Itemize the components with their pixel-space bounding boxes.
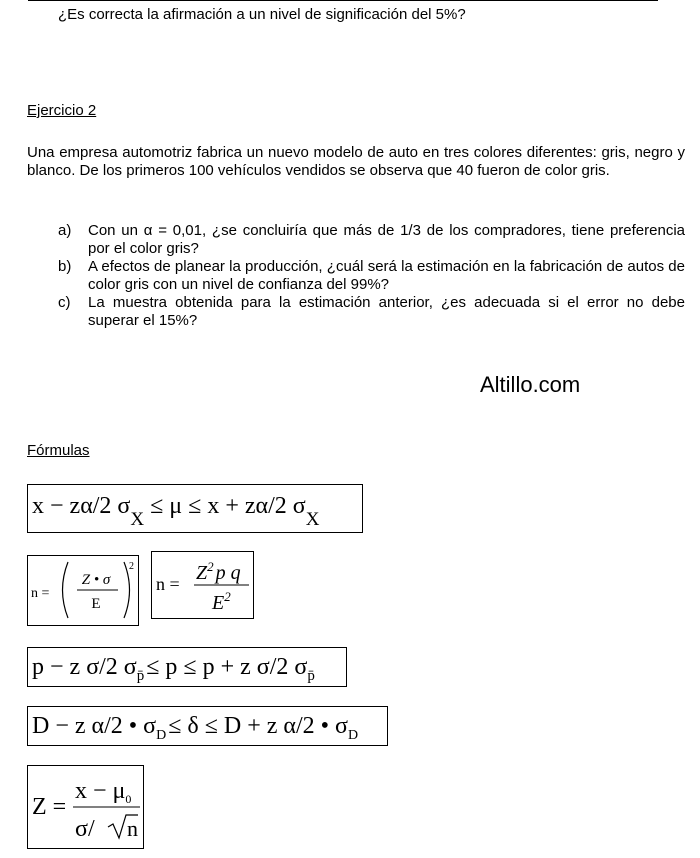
formula-exponent: 2 [207, 559, 214, 574]
formula-subscript: p̄ [136, 668, 145, 684]
list-item [58, 258, 685, 294]
formula-e: E [212, 592, 225, 614]
svg-text:D − z α/2 • σD≤ δ ≤ D + z α/2 [32, 713, 358, 743]
item-label: a) [58, 222, 72, 239]
formula-pq: p q [215, 562, 241, 584]
formula-lhs: Z = [32, 794, 67, 820]
formula-subscript: D [156, 728, 167, 743]
item-label: b) [58, 258, 72, 275]
svg-text:x − μ0 [75, 778, 131, 806]
formula-part: D − z α/2 • σ [32, 713, 157, 739]
svg-text:p − z σ/2 σp̄≤ p ≤ p + z σ/2 σ [32, 654, 315, 684]
formula-radicand: n [127, 816, 138, 841]
formula-proportion-interval [27, 647, 347, 687]
previous-question-text: ¿Es correcta la afirmación a un nivel de significación del 5%? [58, 6, 466, 23]
formula-z-statistic-svg [28, 766, 143, 848]
formula-difference-interval [27, 706, 388, 746]
formula-exponent: 2 [129, 561, 134, 572]
svg-text:Z2p q [196, 559, 241, 584]
formula-subscript: p̄ [307, 668, 315, 684]
exercise-title: Ejercicio 2 [27, 102, 97, 119]
formula-part: x − zα/2 σ [32, 493, 131, 519]
item-text: A efectos de planear la producción, ¿cuál será la estimación en la fabricación de autos de color gris con un nivel de confianza del 99%? [88, 258, 685, 293]
formula-z-statistic [27, 765, 144, 849]
formula-subscript: 0 [125, 792, 132, 806]
svg-text:x − zα/2 σX≤ μ ≤ x + zα/2 σX [32, 493, 320, 530]
formula-numerator: Z • σ [81, 572, 111, 588]
list-item [58, 294, 685, 330]
formula-sample-size-proportion-svg [152, 552, 253, 618]
formula-mean-interval-svg [28, 485, 362, 532]
formulas-title: Fórmulas [27, 442, 90, 459]
formula-denominator: E [91, 596, 101, 612]
formula-proportion-interval-svg [28, 648, 346, 686]
formula-sample-size-sigma [27, 555, 139, 626]
list-item [58, 222, 685, 258]
item-text: La muestra obtenida para la estimación anterior, ¿es adecuada si el error no debe superar el 15%? [88, 294, 685, 329]
formula-subscript: X [305, 509, 320, 530]
formula-denominator: σ/ [75, 816, 95, 842]
item-text: Con un α = 0,01, ¿se concluiría que más de 1/3 de los compradores, tiene preferencia por el color gris? [88, 222, 685, 257]
formula-z: Z [196, 562, 208, 584]
formula-mean-interval [27, 484, 363, 533]
formula-part: ≤ δ ≤ D + z α/2 • σ [168, 713, 348, 739]
exercise-items [58, 222, 685, 330]
formula-part: ≤ μ ≤ x + zα/2 σ [150, 493, 306, 519]
top-rule [28, 0, 658, 1]
watermark-text: Altillo.com [480, 372, 581, 397]
formula-subscript: D [348, 728, 359, 743]
formula-subscript: X [130, 509, 145, 530]
formula-part: ≤ p ≤ p + z σ/2 σ [146, 654, 308, 680]
formula-difference-interval-svg [28, 707, 387, 745]
item-label: c) [58, 294, 71, 311]
exercise-paragraph: Una empresa automotriz fabrica un nuevo modelo de auto en tres colores diferentes: gris, negro y blanco. De los primeros 100 vehículos vendidos se observa que 40 fueron de color gris. [27, 144, 685, 179]
formula-lhs: n = [31, 586, 50, 601]
formula-exponent: 2 [224, 589, 231, 604]
svg-text:E2 [211, 589, 231, 614]
formula-part: p − z σ/2 σ [32, 654, 137, 680]
formula-sample-size-sigma-svg [28, 556, 138, 625]
formula-lhs: n = [156, 574, 180, 594]
formula-numerator: x − μ [75, 778, 126, 804]
formula-sample-size-proportion [151, 551, 254, 619]
left-paren [63, 562, 69, 618]
